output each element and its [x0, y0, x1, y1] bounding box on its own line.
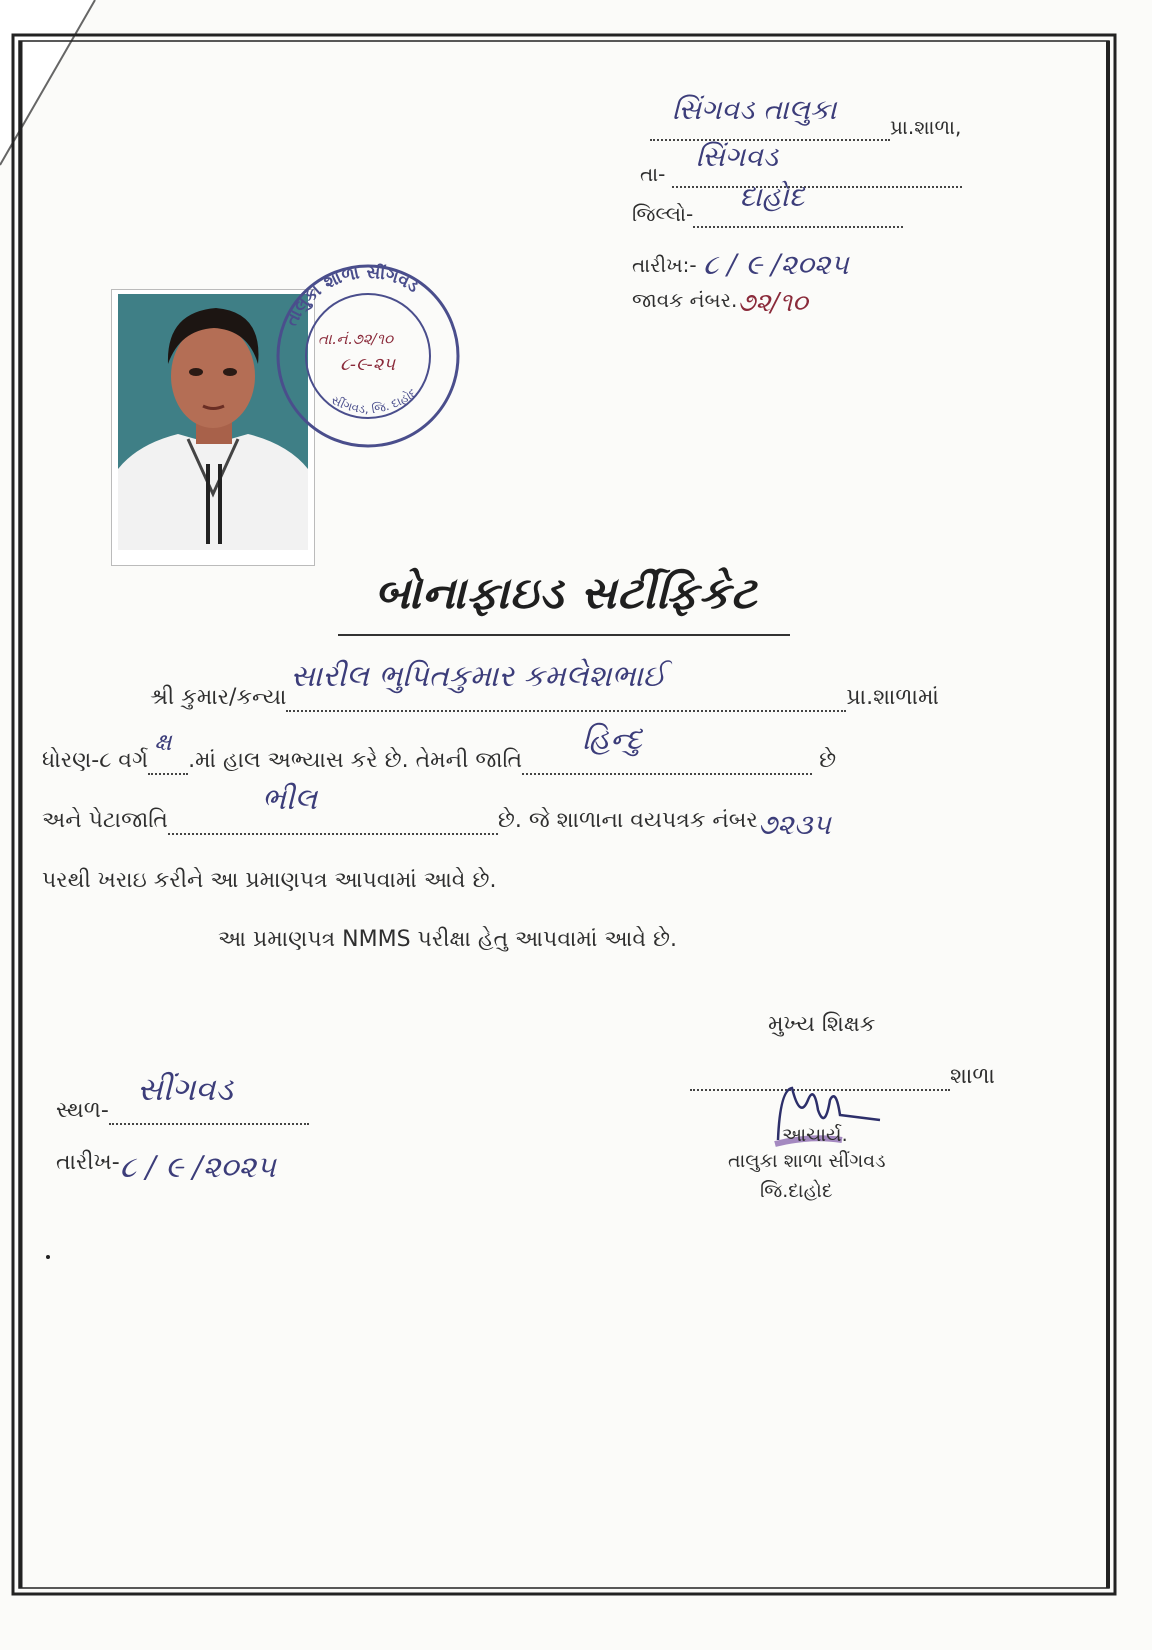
header-date-handwritten: ૮ / ૯ /૨૦૨૫ [702, 248, 849, 281]
school-suffix: પ્રા.શાળામાં [846, 685, 939, 710]
taluka-handwritten: સિંગવડ [695, 140, 779, 173]
school-label: પ્રા.શાળા, [890, 115, 962, 139]
footer-date-handwritten: ૮ / ૯ /૨૦૨૫ [119, 1150, 276, 1185]
seal-line-designation: આચાર્ય. [782, 1124, 848, 1146]
footer-date-line [56, 1150, 276, 1185]
place-line [56, 1070, 309, 1125]
place-handwritten: સીંગવડ [136, 1070, 233, 1108]
svg-text:સીંગવડ, જિ. દાહોદ [329, 385, 419, 416]
caste-handwritten: હિન્દુ [582, 722, 643, 757]
class-handwritten: ક્ષ [154, 728, 172, 756]
subcaste-label: અને પેટાજાતિ [42, 808, 168, 833]
stamp-bottom-text: સીંગવડ, જિ. દાહોદ [329, 385, 420, 417]
header-date-line [632, 246, 849, 280]
body-line-2 [42, 722, 837, 775]
body-line-3 [42, 782, 831, 841]
headmaster-label: મુખ્ય શિક્ષક [768, 1012, 876, 1037]
taluka-label: તા- [640, 162, 666, 186]
student-prefix: શ્રી કુમાર/કન્યા [150, 685, 287, 710]
ink-dot [46, 1255, 50, 1259]
district-label: જિલ્લો- [632, 202, 694, 226]
student-name-handwritten: સારીલ ભુપિતકુમાર કમલેશભાઈ [290, 659, 666, 694]
certificate-title: બોનાફાઇડ સર્ટીફિકેટ [374, 568, 758, 619]
nmms-line: આ પ્રમાણપત્ર NMMS પરીક્ષા હેતુ આપવામાં આવે છે. [218, 927, 678, 952]
body-line-4: પરથી ખરાઇ કરીને આ પ્રમાણપત્ર આપવામાં આવે છે. [42, 868, 497, 893]
stamp-ring-text: તાલુકા શાળા સીંગવડ [281, 262, 423, 330]
footer-date-label: તારીખ- [56, 1150, 120, 1175]
seal-line-school: તાલુકા શાળા સીંગવડ [728, 1150, 886, 1172]
outward-label: જાવક નંબર. [632, 288, 738, 312]
place-label: સ્થળ- [56, 1098, 109, 1123]
seal-line-district: જિ.દાહોદ [760, 1180, 833, 1202]
stamp-inward-number: તા.નં.૭૨/૧૦ [318, 330, 393, 348]
header-date-label: તારીખ:- [632, 253, 697, 277]
folded-corner [0, 0, 100, 170]
register-number-handwritten: ૭૨૩૫ [757, 808, 831, 841]
stamp-date: ૮-૯-૨૫ [340, 354, 396, 375]
standard-label: ધોરણ-૮ વર્ગ [42, 748, 149, 773]
school-name-handwritten: સિંગવડ તાલુકા [672, 93, 837, 126]
title-underline [338, 634, 790, 636]
district-handwritten: દાહોદ [739, 180, 805, 213]
outward-number-handwritten: ૭૨/૧૦ [737, 288, 808, 318]
subcaste-handwritten: ભીલ [261, 782, 318, 817]
school-stamp [270, 258, 466, 454]
caste-label: .માં હાલ અભ્યાસ કરે છે. તેમની જાતિ [188, 748, 523, 773]
outward-number-line [632, 288, 808, 318]
register-label: છે. જે શાળાના વયપત્રક નંબર [497, 808, 758, 833]
school-signature-suffix: શાળા [950, 1064, 995, 1089]
school-line [650, 93, 962, 141]
body-line-1 [150, 659, 939, 712]
district-line [632, 180, 903, 228]
caste-suffix: છે [819, 748, 837, 773]
